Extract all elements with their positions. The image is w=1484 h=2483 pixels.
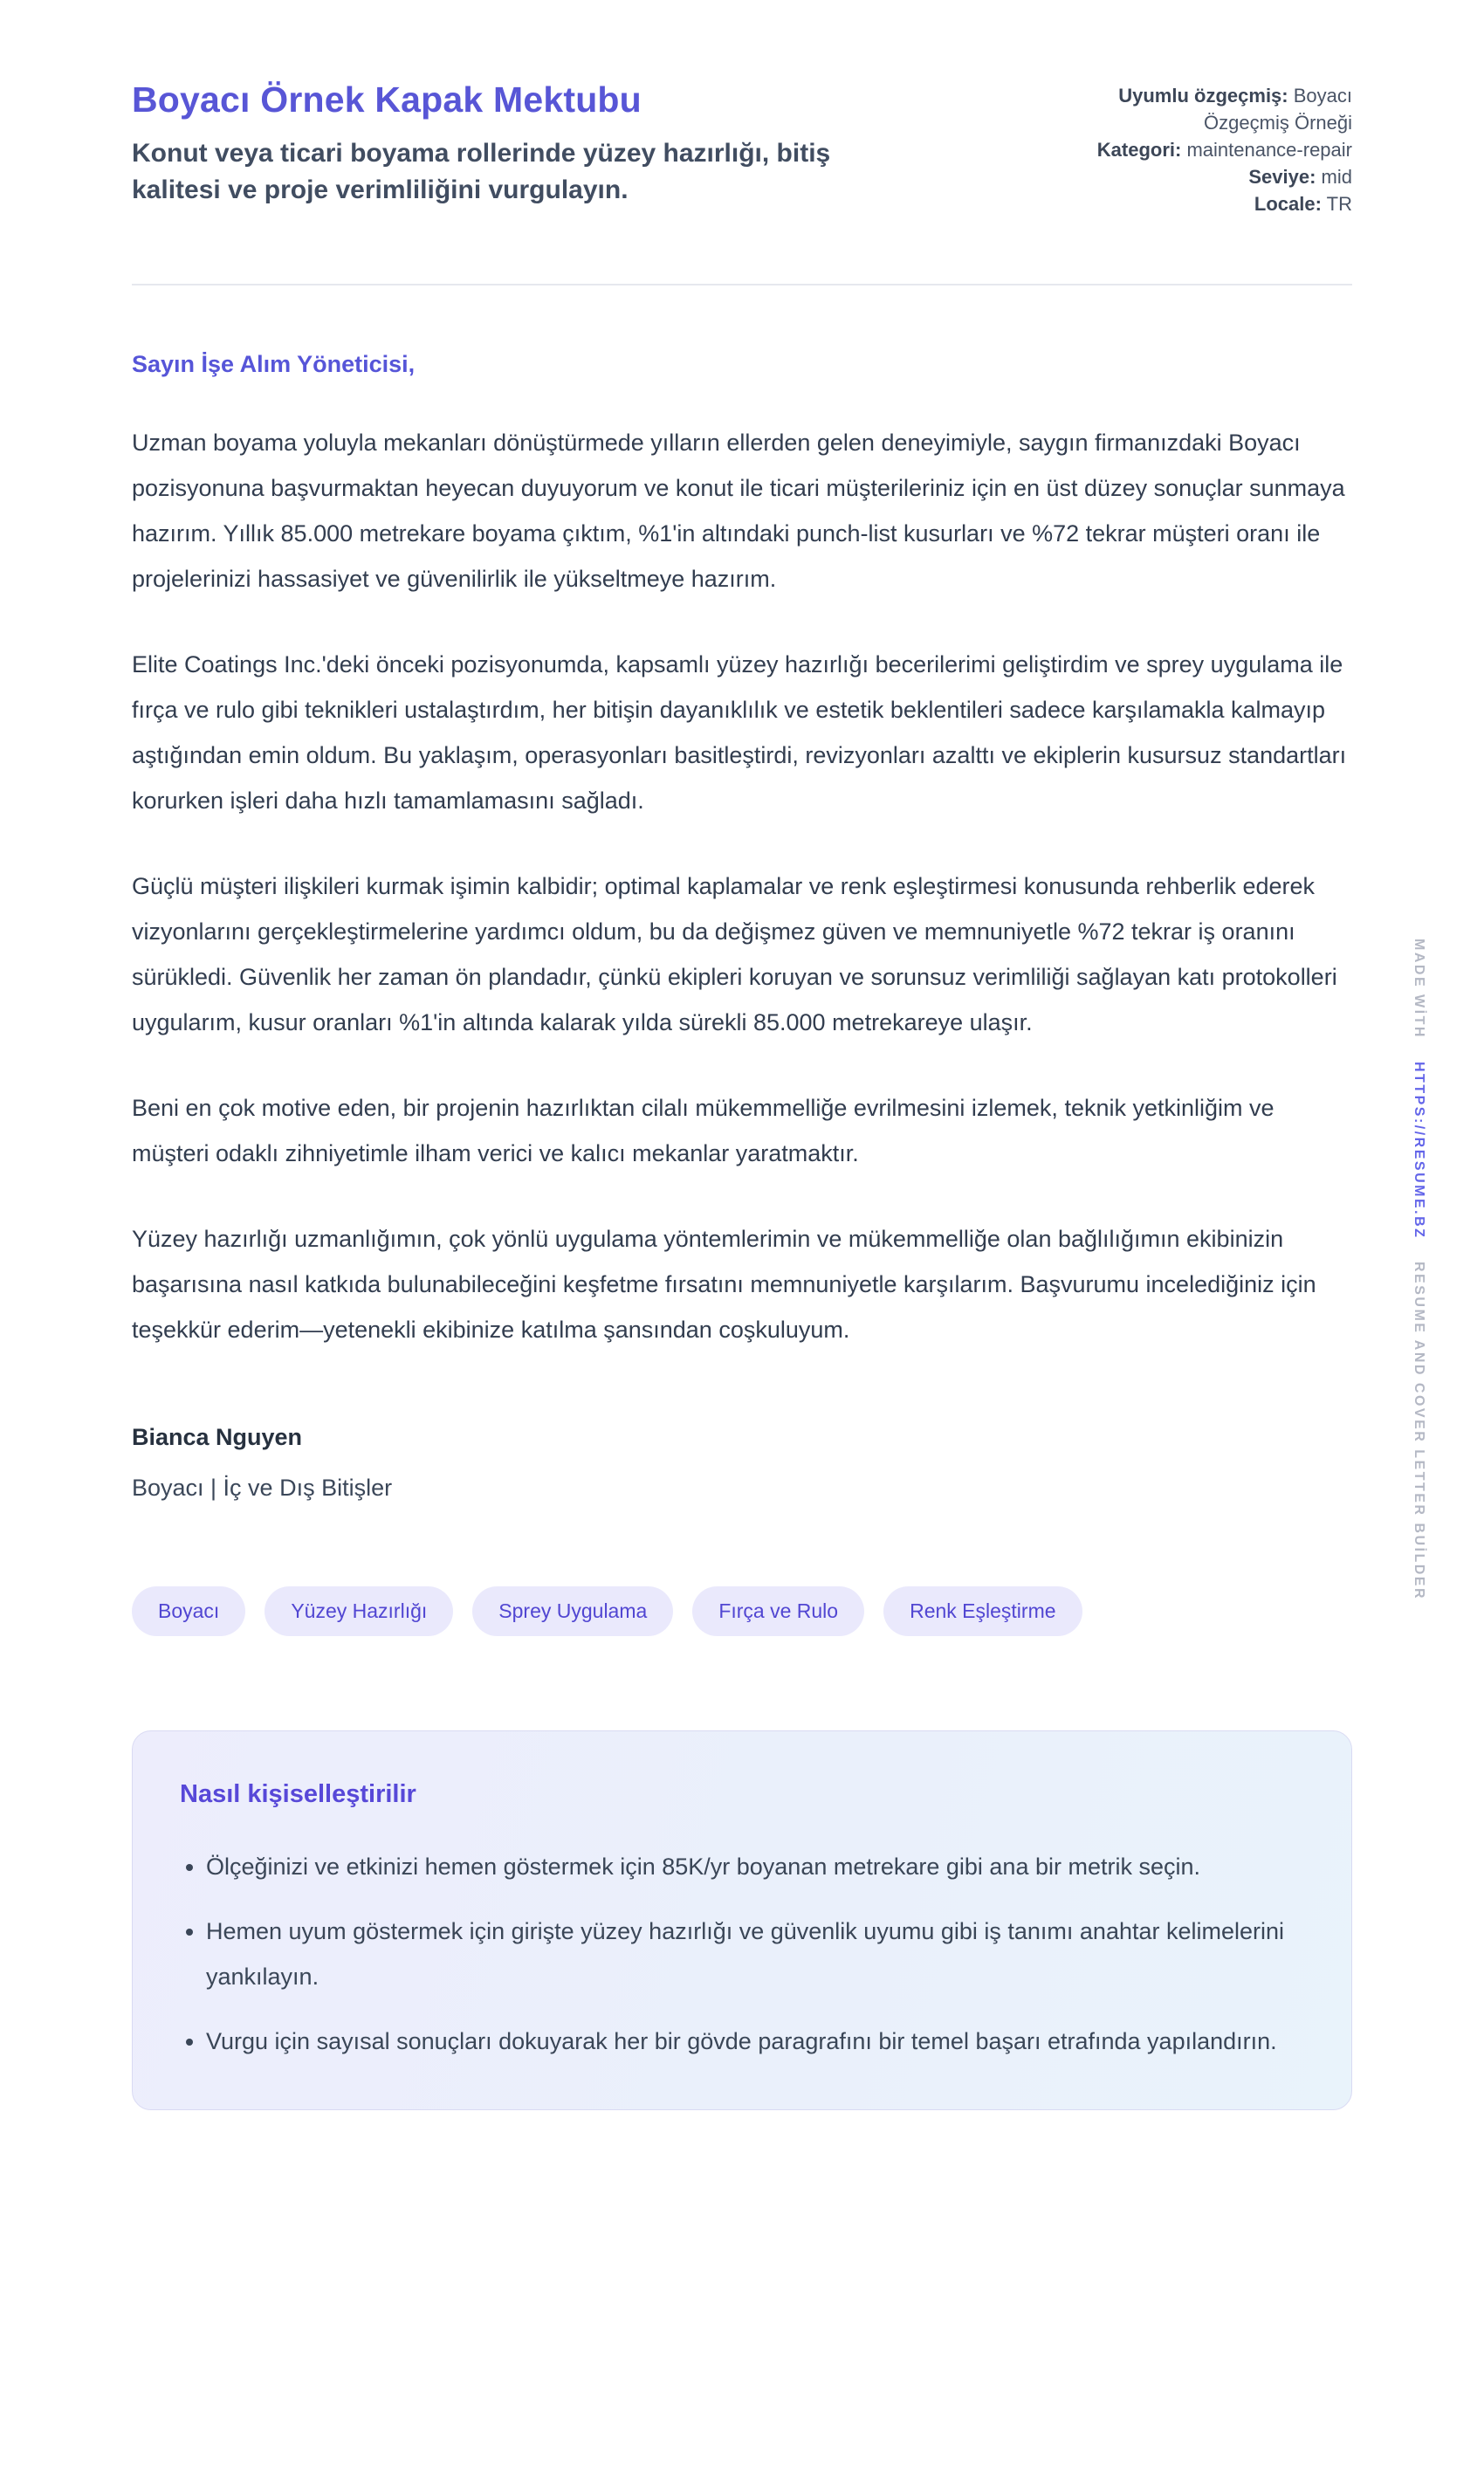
signature-role: Boyacı | İç ve Dış Bitişler — [132, 1475, 393, 1501]
meta-item-locale — [1064, 190, 1352, 217]
header-divider — [132, 284, 1352, 285]
tips-list-item: • Vurgu için sayısal sonuçları dokuyarak her bir gövde paragrafını bir temel başarı etrafında yapılandırın. — [206, 2019, 1306, 2064]
page-subtitle: Konut veya ticari boyama rollerinde yüzey hazırlığı, bitiş kalitesi ve proje verimliliğini vurgulayın. — [132, 139, 831, 205]
meta-block — [1064, 79, 1352, 217]
vertical-watermark — [1411, 939, 1426, 1600]
tag-chip[interactable]: Boyacı — [132, 1586, 245, 1636]
header — [132, 79, 1352, 217]
personalization-tips-card — [132, 1730, 1352, 2110]
watermark-made-with-label: MADE WİTH — [1412, 939, 1426, 1039]
tips-list — [175, 1844, 1306, 2064]
meta-value: maintenance-repair — [1181, 139, 1352, 161]
meta-item-matching-resume — [1064, 82, 1352, 136]
meta-item-category — [1064, 136, 1352, 163]
meta-label: Kategori: — [1096, 139, 1182, 161]
tag-chip[interactable]: Yüzey Hazırlığı — [265, 1586, 453, 1636]
meta-value: mid — [1316, 166, 1352, 188]
meta-label: Seviye: — [1248, 166, 1316, 188]
letter-paragraph: Yüzey hazırlığı uzmanlığımın, çok yönlü uygulama yöntemlerimin ve mükemmelliğe olan bağlılığımın ekibinizin başarısına nasıl katkıda bulunabileceğini keşfetme fırsatını memnuniyetle karşılarım. Başvurumu incelediğiniz için teşekkür ederim—yetenekli ekibinize katılma şansından coşkuluyum. — [132, 1226, 1316, 1343]
letter-greeting: Sayın İşe Alım Yöneticisi, — [132, 351, 416, 377]
meta-value: Boyacı Özgeçmiş Örneği — [1204, 85, 1352, 134]
letter-paragraph: Elite Coatings Inc.'deki önceki pozisyonumda, kapsamlı yüzey hazırlığı becerilerimi geliştirdim ve sprey uygulama ile fırça ve rulo gibi teknikleri ustalaştırdım, her bitişin dayanıklılık ve estetik beklentileri sadece karşılamakla kalmayıp aştığından emin oldum. Bu yaklaşım, operasyonları basitleştirdi, revizyonları azalttı ve ekiplerin kusursuz standartları korurken işleri daha hızlı tamamlamasını sağladı. — [132, 651, 1347, 814]
header-title-block — [132, 79, 900, 209]
tag-chip[interactable]: Renk Eşleştirme — [883, 1586, 1082, 1636]
tips-list-item: • Hemen uyum göstermek için girişte yüzey hazırlığı ve güvenlik uyumu gibi iş tanımı anahtar kelimelerini yankılayın. — [206, 1909, 1306, 1999]
letter-paragraph: Beni en çok motive eden, bir projenin hazırlıktan cilalı mükemmelliğe evrilmesini izlemek, teknik yetkinliğim ve müşteri odaklı zihniyetimle ilham verici ve kalıcı mekanlar yaratmaktır. — [132, 1095, 1274, 1166]
meta-label: Uyumlu özgeçmiş: — [1118, 85, 1288, 107]
letter-paragraph: Güçlü müşteri ilişkileri kurmak işimin kalbidir; optimal kaplamalar ve renk eşleştirmesi konusunda rehberlik ederek vizyonlarını gerçekleştirmelerine yardımcı oldum, bu da değişmez güven ve memnuniyetle %72 tekrar iş oranını sürükledi. Güvenlik her zaman ön plandadır, çünkü ekipleri koruyan ve sorunsuz verimliliği sağlayan katı protokolleri uygularım, kusur oranları %1'in altında kalarak yılda sürekli 85.000 metrekareye ulaşır. — [132, 873, 1337, 1035]
watermark-builder-label: RESUME AND COVER LETTER BUİLDER — [1412, 1262, 1426, 1601]
tag-chip[interactable]: Sprey Uygulama — [472, 1586, 673, 1636]
resume-bz-link[interactable]: HTTPS://RESUME.BZ — [1412, 1061, 1426, 1240]
page-title: Boyacı Örnek Kapak Mektubu — [132, 79, 642, 120]
cover-letter-body — [132, 348, 1352, 1503]
tag-chip[interactable]: Fırça ve Rulo — [692, 1586, 864, 1636]
meta-item-level — [1064, 163, 1352, 190]
tips-card-title: Nasıl kişiselleştirilir — [180, 1780, 416, 1808]
content-container — [132, 0, 1352, 2110]
signature-name: Bianca Nguyen — [132, 1424, 303, 1450]
tips-list-item: • Ölçeğinizi ve etkinizi hemen göstermek için 85K/yr boyanan metrekare gibi ana bir metrik seçin. — [206, 1844, 1306, 1889]
letter-paragraph: Uzman boyama yoluyla mekanları dönüştürmede yılların ellerden gelen deneyimiyle, saygın firmanızdaki Boyacı pozisyonuna başvurmaktan heyecan duyuyorum ve konut ile ticari müşterileriniz için en üst düzey sonuçlar sunmaya hazırım. Yıllık 85.000 metrekare boyama çıktım, %1'in altındaki punch-list kusurları ve %72 tekrar müşteri oranı ile projelerinizi hassasiyet ve güvenilirlik ile yükseltmeye hazırım. — [132, 430, 1345, 592]
meta-label: Locale: — [1254, 193, 1322, 215]
tag-chip-row — [132, 1586, 1352, 1636]
meta-value: TR — [1321, 193, 1352, 215]
